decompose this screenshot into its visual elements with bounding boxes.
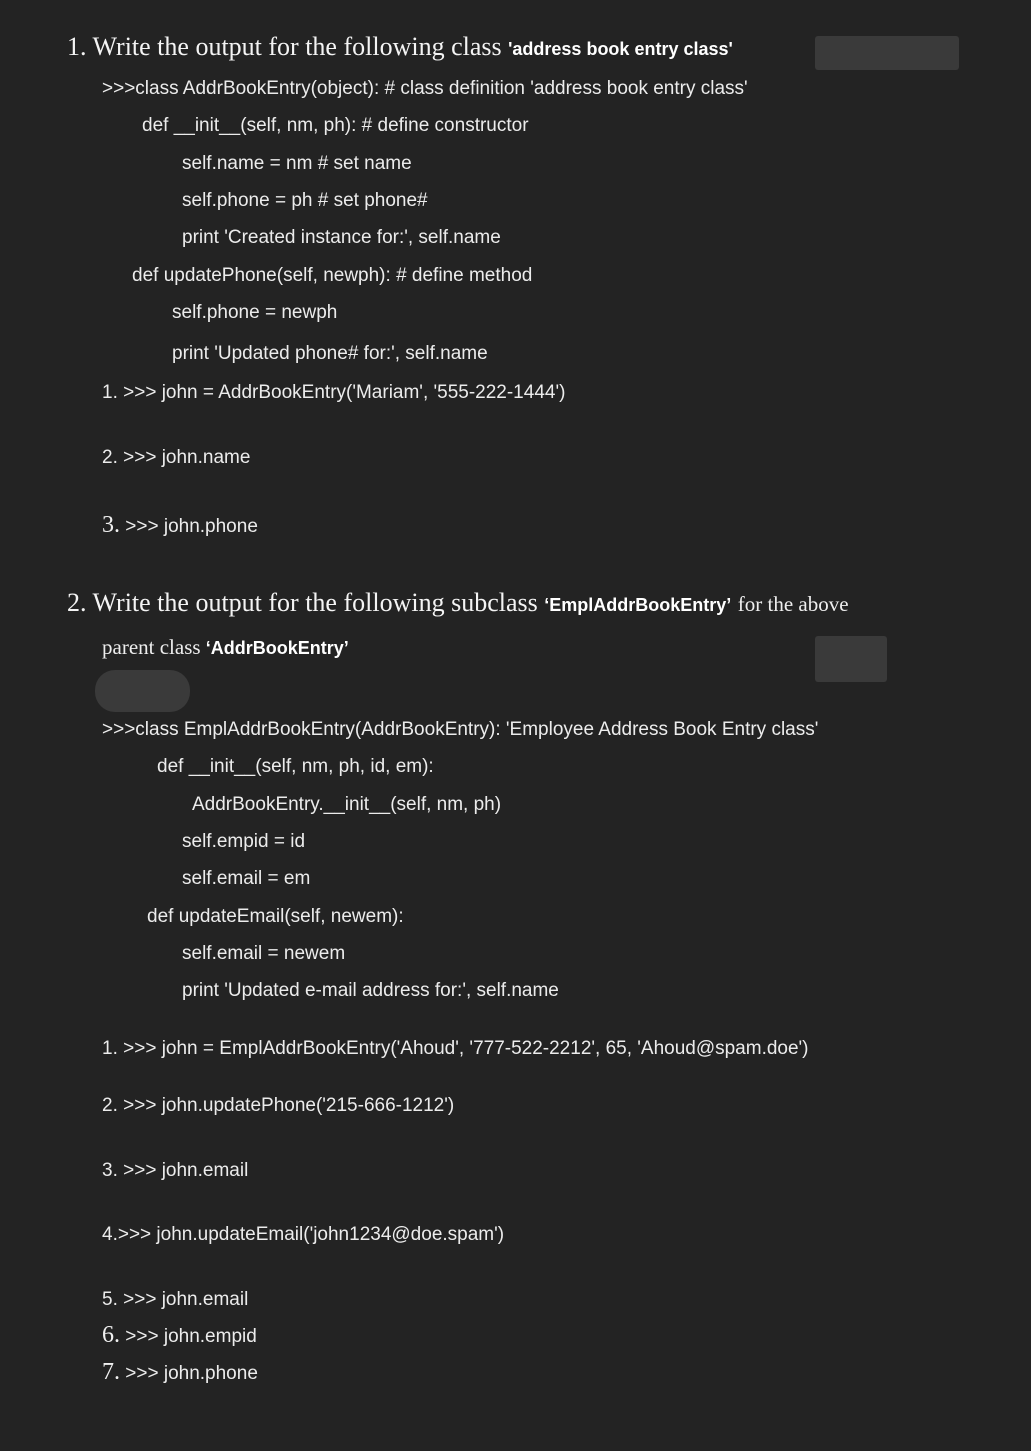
- code-line: def __init__(self, nm, ph): # define constructor: [142, 115, 529, 136]
- item-text: >>> john.name: [123, 447, 251, 468]
- code-line: self.phone = newph: [172, 302, 338, 323]
- question-class-name: ‘EmplAddrBookEntry’: [544, 595, 732, 615]
- list-item: [102, 1359, 258, 1386]
- item-text: >>> john = AddrBookEntry('Mariam', '555-222-1444'): [123, 382, 566, 403]
- code-line: AddrBookEntry.__init__(self, nm, ph): [192, 794, 502, 815]
- question-2-heading: [67, 588, 849, 618]
- question-number: 2.: [67, 588, 87, 617]
- item-text: >>> john.phone: [125, 1363, 258, 1384]
- code-line: def updateEmail(self, newem):: [147, 906, 404, 927]
- list-item: [102, 1095, 454, 1117]
- list-item: [102, 1038, 809, 1060]
- parent-class-name: ‘AddrBookEntry’: [205, 638, 349, 658]
- question-text: Write the output for the following subclass: [92, 588, 538, 617]
- code-line: print 'Updated phone# for:', self.name: [172, 343, 488, 364]
- item-number: 2.: [102, 1095, 118, 1116]
- question-1-heading: [67, 32, 733, 62]
- item-text: >>> john.updateEmail('john1234@doe.spam'): [117, 1224, 505, 1245]
- code-line: self.name = nm # set name: [182, 153, 412, 174]
- code-line: self.phone = ph # set phone#: [182, 190, 428, 211]
- code-line: def updatePhone(self, newph): # define method: [132, 265, 533, 286]
- list-item: [102, 512, 258, 539]
- item-text: >>> john = EmplAddrBookEntry('Ahoud', '777-522-2212', 65, 'Ahoud@spam.doe'): [123, 1038, 809, 1059]
- code-line: print 'Created instance for:', self.name: [182, 227, 501, 248]
- redaction-block: [815, 636, 887, 682]
- code-line: >>>class EmplAddrBookEntry(AddrBookEntry): 'Employee Address Book Entry class': [102, 719, 819, 740]
- item-number: 3.: [102, 512, 120, 538]
- code-line: print 'Updated e-mail address for:', self.name: [182, 980, 559, 1001]
- item-text: >>> john.email: [123, 1289, 249, 1310]
- list-item: [102, 1160, 248, 1182]
- code-line: self.empid = id: [182, 831, 306, 852]
- redaction-block: [95, 670, 190, 712]
- item-number: 3.: [102, 1160, 118, 1181]
- item-number: 6.: [102, 1322, 120, 1348]
- code-line: self.email = em: [182, 868, 311, 889]
- redaction-block: [815, 36, 959, 70]
- item-number: 7.: [102, 1359, 120, 1385]
- item-number: 2.: [102, 447, 118, 468]
- list-item: [102, 447, 250, 469]
- list-item: [102, 382, 565, 404]
- question-number: 1.: [67, 32, 87, 61]
- code-line: def __init__(self, nm, ph, id, em):: [157, 756, 434, 777]
- list-item: [102, 1289, 248, 1311]
- question-text-tail: for the above: [737, 592, 849, 616]
- item-text: >>> john.empid: [125, 1326, 257, 1347]
- item-number: 5.: [102, 1289, 118, 1310]
- item-number: 1.: [102, 1038, 118, 1059]
- item-number: 4.: [102, 1224, 118, 1245]
- code-line: >>>class AddrBookEntry(object): # class definition 'address book entry class': [102, 78, 748, 99]
- list-item: [102, 1224, 504, 1246]
- code-line: self.email = newem: [182, 943, 346, 964]
- question-text: parent class: [102, 635, 201, 659]
- list-item: [102, 1322, 257, 1349]
- question-class-name: 'address book entry class': [508, 39, 733, 59]
- item-text: >>> john.phone: [125, 516, 258, 537]
- item-text: >>> john.updatePhone('215-666-1212'): [123, 1095, 455, 1116]
- item-text: >>> john.email: [123, 1160, 249, 1181]
- question-text: Write the output for the following class: [92, 32, 502, 61]
- question-2-heading-line2: [102, 635, 349, 660]
- item-number: 1.: [102, 382, 118, 403]
